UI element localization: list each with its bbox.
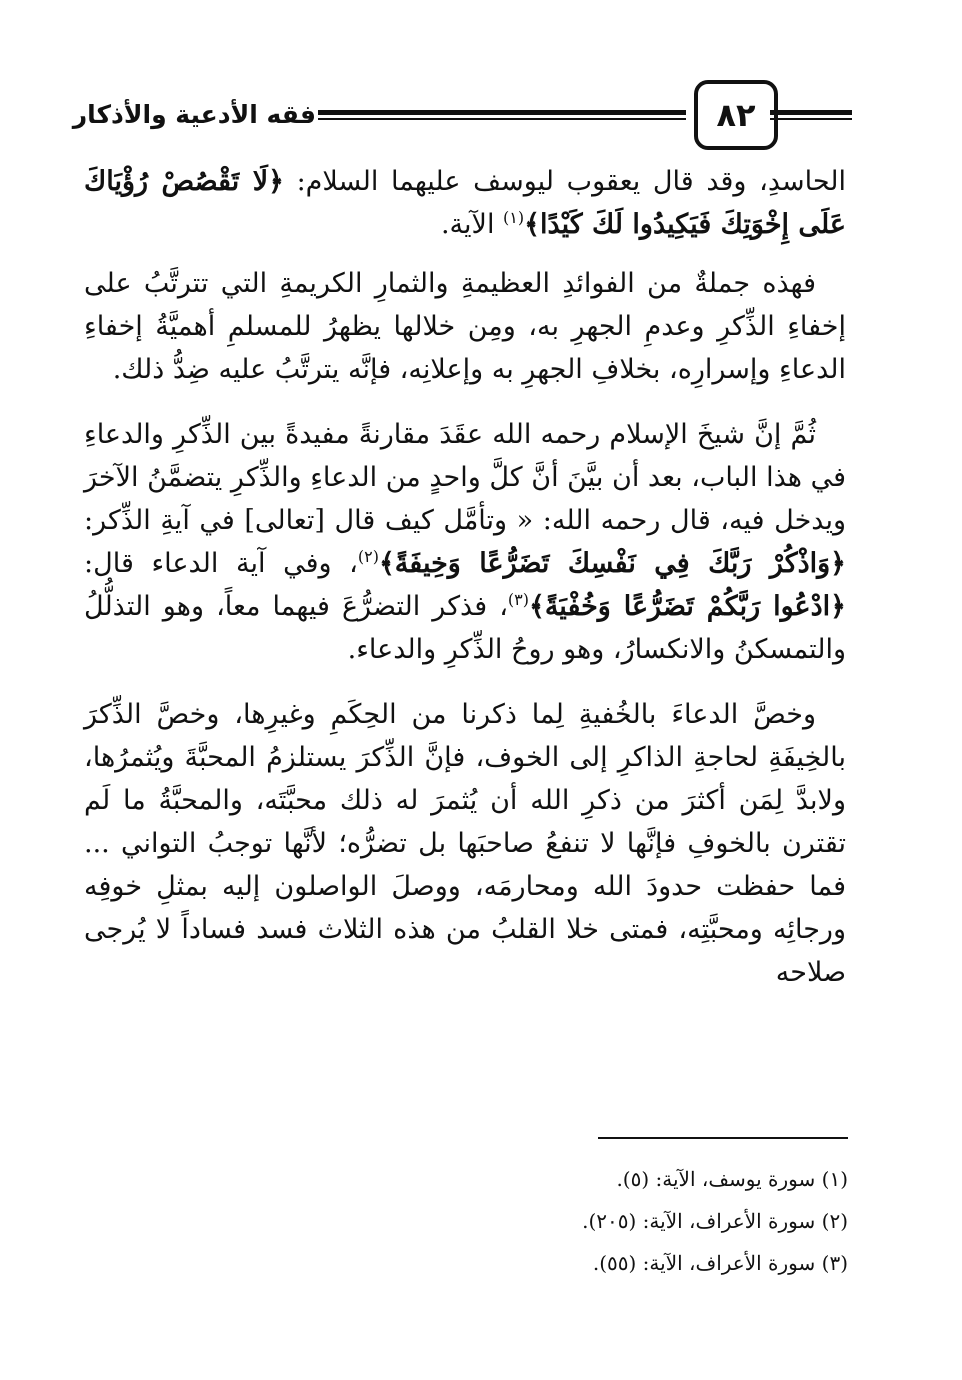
footnotes bbox=[500, 1158, 848, 1284]
text-run: ، وفي آية الدعاء قال: bbox=[84, 548, 358, 579]
page-number: ٨٢ bbox=[694, 80, 778, 150]
footnote-separator bbox=[598, 1137, 848, 1139]
quran-verse: ﴿وَاذْكُرْ رَبَّكَ فِي نَفْسِكَ تَضَرُّعًا وَخِيفَةً﴾ bbox=[378, 548, 846, 579]
quran-verse: ﴿ادْعُوا رَبَّكُمْ تَضَرُّعًا وَخُفْيَةً﴾ bbox=[529, 591, 846, 622]
text-run: الحاسدِ، وقد قال يعقوب ليوسف عليهما السلام: bbox=[283, 166, 846, 197]
text-run: وخصَّ الدعاءَ بالخُفيةِ لِما ذكرنا من الحِكَمِ وغيرِها، وخصَّ الذِّكرَ بالخِيفَةِ لحاجةِ الذاكرِ إلى الخوف، فإنَّ الذِّكرَ يستلزمُ المحبَّةَ ويُثمرُها، ولابدَّ لِمَن أكثرَ من ذكرِ الله أن يُثمرَ له ذلك محبَّتَه، والمحبَّةُ ما لَم تقترن بالخوفِ فإنَّها لا تنفعُ صاحبَها بل تضرُّه؛ لأنَّها توجبُ التواني ... فما حفظت حدودَ الله ومحارمَه، ووصلَ الواصلون إليه بمثلِ خوفِه ورجائِه ومحبَّتِه، فمتى خلا القلبُ من هذه الثلاث فسد فساداً لا يُرجى صلاحه bbox=[84, 699, 846, 988]
header-rule-right bbox=[770, 110, 852, 120]
footnote-3: (٣) سورة الأعراف، الآية: (٥٥). bbox=[592, 1251, 848, 1275]
text-run: الآية. bbox=[440, 209, 504, 240]
main-text bbox=[84, 160, 846, 1016]
footnote-1: (١) سورة يوسف، الآية: (٥). bbox=[616, 1167, 848, 1191]
paragraph-1 bbox=[84, 160, 846, 246]
paragraph-2 bbox=[84, 262, 846, 391]
footnote-2: (٢) سورة الأعراف، الآية: (٢٠٥). bbox=[582, 1209, 848, 1233]
paragraph-3 bbox=[84, 413, 846, 671]
running-header bbox=[72, 80, 852, 160]
text-run: فهذه جملةٌ من الفوائدِ العظيمةِ والثمارِ الكريمةِ التي تترتَّبُ على إخفاءِ الذِّكرِ وعدمِ الجهرِ به، ومِن خلالها يظهرُ للمسلمِ أهميَّةُ إخفاءِ الدعاءِ وإسرارِه، بخلافِ الجهرِ به وإعلانِه، فإنَّه يترتَّبُ عليه ضِدُّ ذلك. bbox=[84, 268, 846, 385]
footnote-marker: (٣) bbox=[507, 590, 530, 609]
header-rule-left bbox=[318, 110, 686, 120]
footnote-marker: (٢) bbox=[357, 547, 379, 566]
quran-verse: ﴿لَا تَقْصُصْ رُؤْيَاكَ عَلَى إِخْوَتِكَ فَيَكِيدُوا لَكَ كَيْدًا﴾ bbox=[84, 166, 846, 240]
text-run: ثُمَّ إنَّ شيخَ الإسلام رحمه الله عقَدَ مقارنةً مفيدةً بين الذِّكرِ والدعاءِ في هذا الباب، بعد أن بيَّنَ أنَّ كلَّ واحدٍ من الدعاءِ والذِّكرِ يتضمَّنُ الآخرَ ويدخل فيه، قال رحمه الله: « وتأمَّل كيف قال [تعالى] في آيةِ الذِّكر: bbox=[84, 419, 846, 536]
footnote-marker: (١) bbox=[503, 208, 525, 227]
book-title: فقه الأدعية والأذكار bbox=[72, 100, 316, 129]
paragraph-4 bbox=[84, 693, 846, 994]
text-run: ، فذكر التضرُّعَ فيهما معاً، وهو التذلُّلُ والتمسكنُ والانكسارُ، وهو روحُ الذِّكرِ والدعاء. bbox=[84, 591, 846, 665]
